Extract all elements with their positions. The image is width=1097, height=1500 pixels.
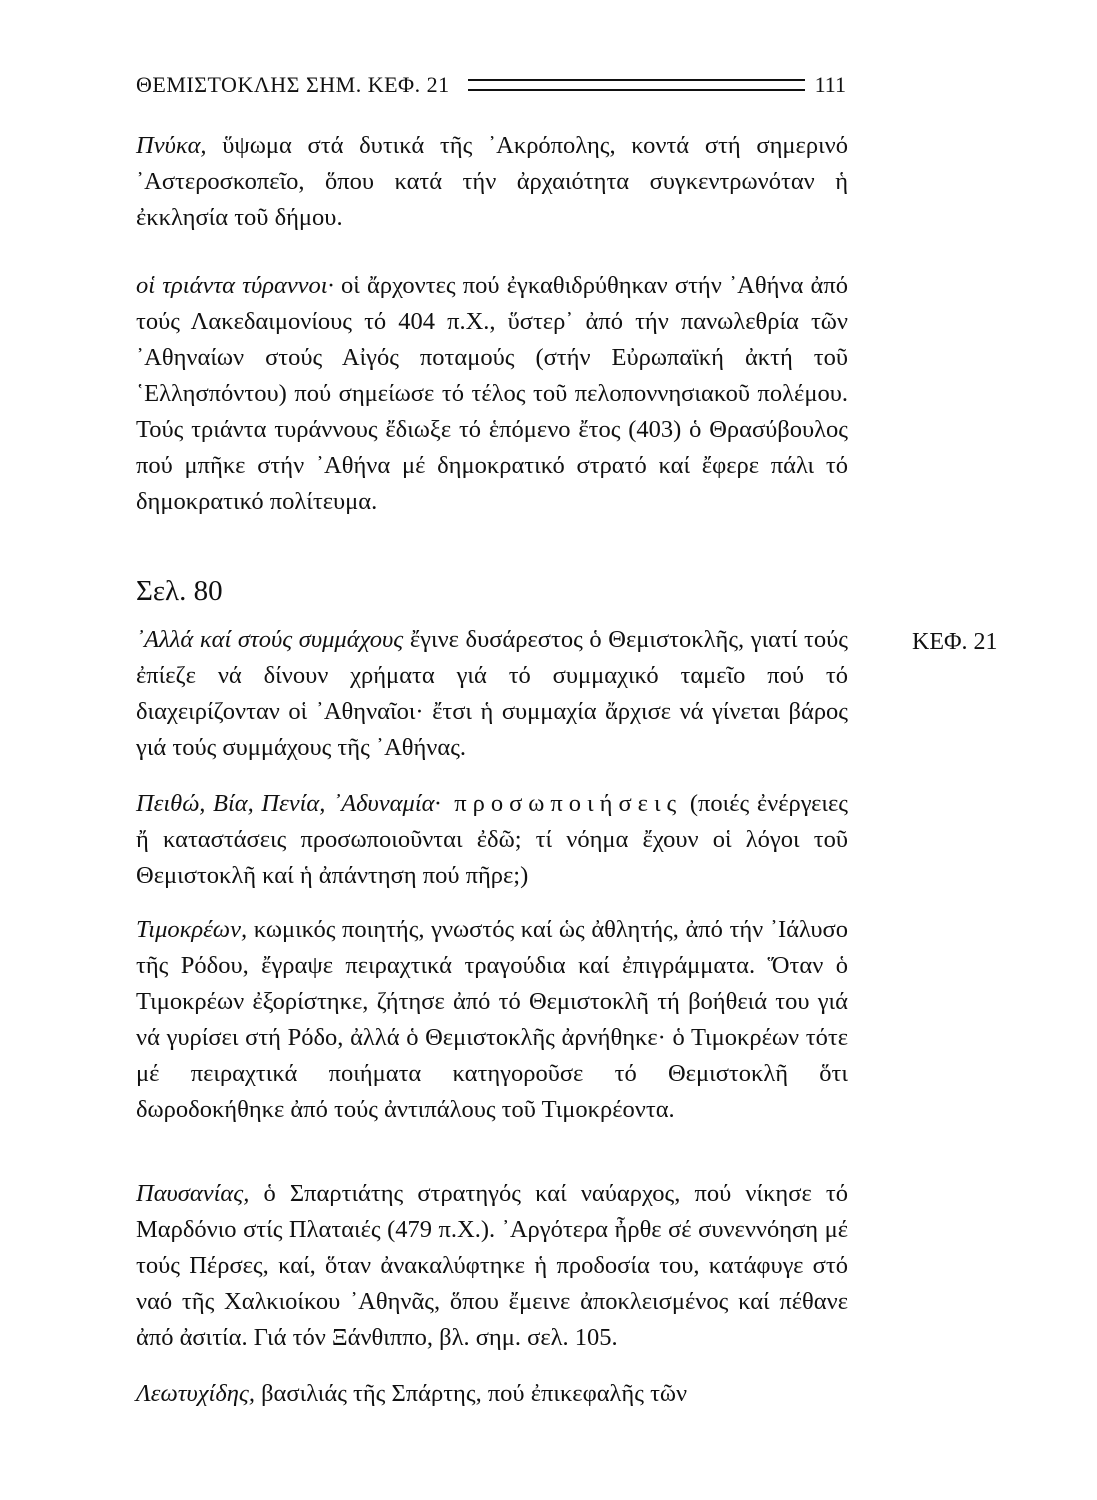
- note-lemma: Πειθώ, Βία, Πενία, ᾿Αδυναμία·: [136, 790, 441, 817]
- section-page-reference: Σελ. 80: [136, 575, 223, 607]
- note-allies: [136, 622, 848, 766]
- note-leotychidas: [136, 1376, 848, 1412]
- running-head: [136, 68, 846, 102]
- note-thirty-tyrants: [136, 268, 848, 520]
- note-timokreon: [136, 912, 848, 1128]
- page-number: 111: [814, 72, 846, 97]
- note-text: οἱ ἄρχοντες πού ἐγκαθιδρύθηκαν στήν ᾿Αθήνα ἀπό τούς Λακεδαιμονίους τό 404 π.Χ., ὕστερ᾿ ἀπό τήν πανωλεθρία τῶν ᾿Αθηναίων στούς Αἰγός ποταμούς (στήν Εὐρωπαϊκή ἀκτή τοῦ ῾Ελλησπόντου) πού σημείωσε τό τέλος τοῦ πελοποννησιακοῦ πολέμου. Τούς τριάντα τυράννους ἔδιωξε τό ἑπόμενο ἔτος (403) ὁ Θρασύβουλος πού μπῆκε στήν ᾿Αθήνα μέ δημοκρατικό στρατό καί ἔφερε πάλι τό δημοκρατικό πολίτευμα.: [136, 272, 848, 515]
- note-lemma: Παυσανίας,: [136, 1180, 250, 1207]
- note-text: ὁ Σπαρτιάτης στρατηγός καί ναύαρχος, πού νίκησε τό Μαρδόνιο στίς Πλαταιές (479 π.Χ.). ᾿Αργότερα ἦρθε σέ συνεννόηση μέ τούς Πέρσες, καί, ὅταν ἀνακαλύφτηκε ἡ προδοσία του, κατάφυγε στό ναό τῆς Χαλκιοίκου ᾿Αθηνᾶς, ὅπου ἔμεινε ἀποκλεισμένος καί πέθανε ἀπό ἀσιτία. Γιά τόν Ξάνθιππο, βλ. σημ. σελ. 105.: [136, 1180, 848, 1351]
- note-lemma: ᾿Αλλά καί στούς συμμάχους: [136, 626, 404, 653]
- margin-chapter-note: ΚΕΦ. 21: [912, 629, 998, 655]
- note-lemma: Λεωτυχίδης,: [136, 1380, 255, 1407]
- note-lemma: Πνύκα,: [136, 132, 207, 159]
- note-spaced-term: προσωποιήσεις: [440, 790, 683, 817]
- note-pausanias: [136, 1176, 848, 1356]
- note-pnyka: [136, 128, 848, 236]
- note-lemma: Τιμοκρέων,: [136, 916, 248, 943]
- header-double-rule: [468, 79, 805, 91]
- note-text: ἔγινε δυσάρεστος ὁ Θεμιστοκλῆς, γιατί τούς ἐπίεζε νά δίνουν χρήματα γιά τό συμμαχικό ταμεῖο πού τό διαχειρίζονταν οἱ ᾿Αθηναῖοι· ἔτσι ἡ συμμαχία ἄρχισε νά γίνεται βάρος γιά τούς συμμάχους τῆς ᾿Αθήνας.: [136, 626, 848, 761]
- note-text: (ποιές ἐνέργειες ἤ καταστάσεις προσωποιοῦνται ἐδῶ; τί νόημα ἔχουν οἱ λόγοι τοῦ Θεμιστοκλῆ καί ἡ ἀπάντηση πού πῆρε;): [136, 790, 848, 889]
- running-head-title: ΘΕΜΙΣΤΟΚΛΗΣ ΣΗΜ. ΚΕΦ. 21: [136, 72, 450, 97]
- note-text: βασιλιάς τῆς Σπάρτης, πού ἐπικεφαλῆς τῶν: [254, 1380, 688, 1407]
- note-personifications: [136, 786, 848, 894]
- note-lemma: οἱ τριάντα τύραννοι·: [136, 272, 334, 299]
- note-text: ὕψωμα στά δυτικά τῆς ᾿Ακρόπολης, κοντά στή σημερινό ᾿Αστεροσκοπεῖο, ὅπου κατά τήν ἀρχαιότητα συγκεντρωνόταν ἡ ἐκκλησία τοῦ δήμου.: [136, 132, 848, 231]
- note-text: κωμικός ποιητής, γνωστός καί ὡς ἀθλητής, ἀπό τήν ᾿Ιάλυσο τῆς Ρόδου, ἔγραψε πειραχτικά τραγούδια καί ἐπιγράμματα. Ὅταν ὁ Τιμοκρέων ἐξορίστηκε, ζήτησε ἀπό τό Θεμιστοκλῆ τή βοήθειά του γιά νά γυρίσει στή Ρόδο, ἀλλά ὁ Θεμιστοκλῆς ἀρνήθηκε· ὁ Τιμοκρέων τότε μέ πειραχτικά ποιήματα κατηγοροῦσε τό Θεμιστοκλῆ ὅτι δωροδοκήθηκε ἀπό τούς ἀντιπάλους τοῦ Τιμοκρέοντα.: [136, 916, 848, 1123]
